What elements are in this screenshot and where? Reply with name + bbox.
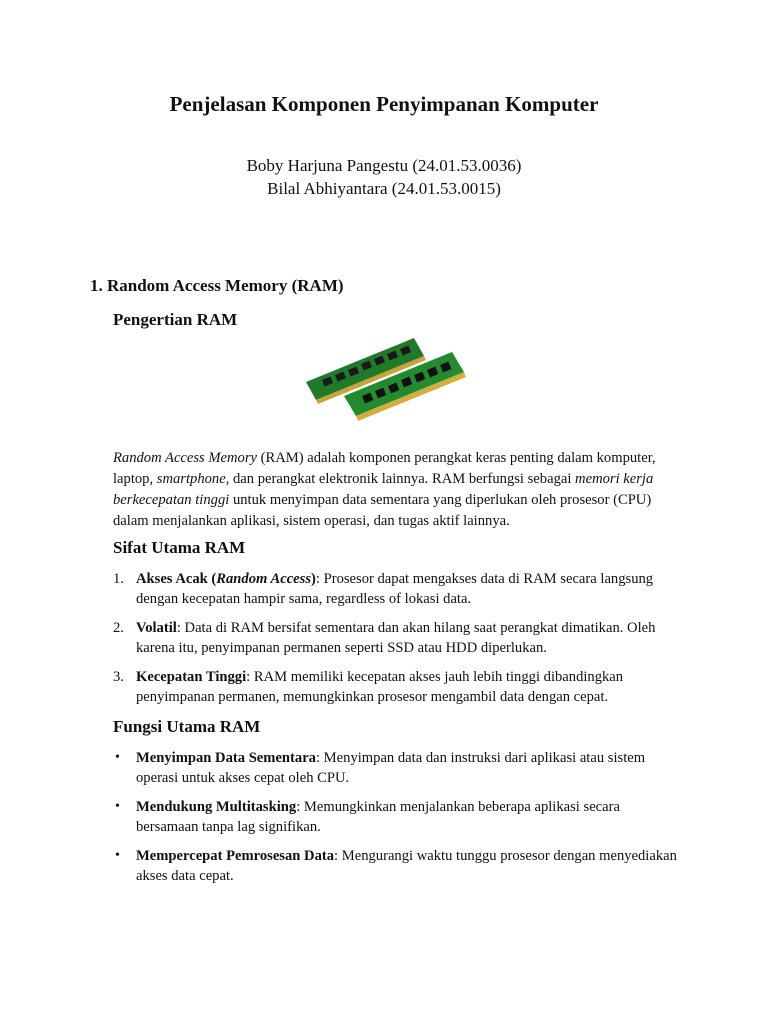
bullet-icon: • [115, 848, 120, 863]
para-text-2: (RAM) adalah komponen perangkat keras penting dalam komputer, laptop, [113, 450, 656, 487]
subheading-sifat: Sifat Utama RAM [113, 538, 246, 557]
sifat-list [113, 569, 683, 707]
subheading-pengertian: Pengertian RAM [113, 310, 238, 329]
item-bold: Menyimpan Data Sementara [136, 750, 316, 766]
list-item [113, 667, 683, 707]
bullet-icon: • [115, 799, 120, 814]
item-text: : Memungkinkan menjalankan beberapa aplikasi secara bersamaan tanpa lag signifikan. [136, 799, 620, 835]
list-item [113, 618, 683, 658]
item-bold-close: ) [311, 571, 316, 587]
para-italic-3: smartphone [156, 471, 226, 487]
list-number: 2. [113, 620, 124, 636]
item-text: : Menyimpan data dan instruksi dari aplikasi atau sistem operasi untuk akses cepat oleh CPU. [136, 750, 646, 786]
para-text-6: untuk menyimpan data sementara yang diperlukan oleh prosesor (CPU) dalam menjalankan aplikasi, sistem operasi, dan tugas aktif lainnya. [113, 492, 652, 529]
item-bold: Kecepatan Tinggi [136, 669, 247, 685]
para-italic-5: memori kerja berkecepatan tinggi [113, 471, 654, 508]
list-item [113, 748, 683, 788]
item-text: : RAM memiliki kecepatan akses jauh lebih tinggi dibandingkan penyimpanan permanen, memungkinkan prosesor mengambil data dengan cepat. [136, 669, 624, 705]
author-1: Boby Harjuna Pangestu (24.01.53.0036) [246, 156, 522, 175]
item-bold: Volatil [136, 620, 177, 636]
item-bold-italic: Random Access [216, 571, 312, 587]
item-text: : Prosesor dapat mengakses data di RAM secara langsung dengan kecepatan hampir sama, regardless of lokasi data. [136, 571, 654, 607]
list-number: 3. [113, 669, 124, 685]
item-text: : Data di RAM bersifat sementara dan akan hilang saat perangkat dimatikan. Oleh karena itu, penyimpanan permanen seperti SSD atau HDD diperlukan. [136, 620, 656, 656]
section-heading-ram: 1. Random Access Memory (RAM) [90, 276, 344, 295]
item-bold: Akses Acak ( [136, 571, 217, 587]
subheading-fungsi: Fungsi Utama RAM [113, 717, 261, 736]
para-text-4: , dan perangkat elektronik lainnya. RAM berfungsi sebagai [225, 471, 576, 487]
author-list [0, 154, 768, 200]
author-2: Bilal Abhiyantara (24.01.53.0015) [267, 179, 501, 198]
item-bold: Mendukung Multitasking [136, 799, 297, 815]
para-italic-1: Random Access Memory [113, 450, 258, 466]
document-title: Penjelasan Komponen Penyimpanan Komputer [169, 92, 599, 116]
fungsi-list [113, 748, 683, 886]
ram-definition-paragraph [113, 448, 683, 532]
list-number: 1. [113, 571, 124, 587]
list-item [113, 797, 683, 837]
item-bold: Mempercepat Pemrosesan Data [136, 848, 335, 864]
list-item [113, 846, 683, 886]
ram-modules-image [300, 330, 470, 422]
bullet-icon: • [115, 750, 120, 765]
item-text: : Mengurangi waktu tunggu prosesor dengan menyediakan akses data cepat. [136, 848, 677, 884]
list-item [113, 569, 683, 609]
